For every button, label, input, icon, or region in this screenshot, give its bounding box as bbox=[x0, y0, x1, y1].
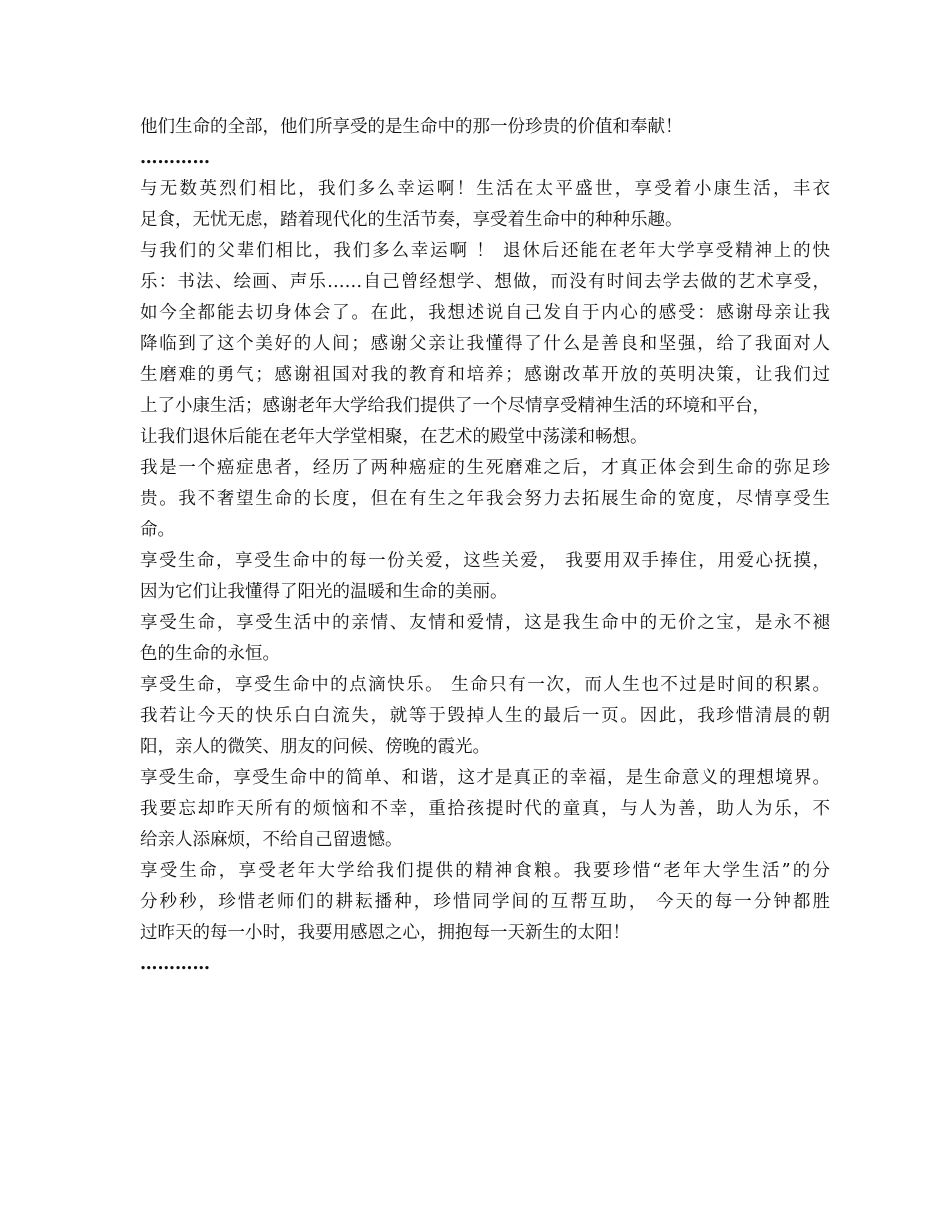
text-line-7: 如今全都能去切身体会了。在此，我想述说自己发自于内心的感受：感谢母亲让我 bbox=[140, 303, 830, 323]
document-body bbox=[140, 112, 830, 980]
text-line-5: 与我们的父辈们相比，我们多么幸运啊 ！ 退休后还能在老年大学享受精神上的快 bbox=[140, 241, 830, 261]
text-line-13: 贵。我不奢望生命的长度，但在有生之年我会努力去拓展生命的宽度，尽情享受生 bbox=[140, 489, 830, 509]
text-line-17: 享受生命，享受生活中的亲情、友情和爱情，这是我生命中的无价之宝，是永不褪 bbox=[140, 613, 830, 633]
text-line-21: 阳，亲人的微笑、朋友的问候、傍晚的霞光。 bbox=[140, 737, 490, 757]
text-line-9: 生磨难的勇气；感谢祖国对我的教育和培养；感谢改革开放的英明决策，让我们过 bbox=[140, 365, 830, 385]
text-line-11: 让我们退休后能在老年大学堂相聚，在艺术的殿堂中荡漾和畅想。 bbox=[140, 427, 648, 447]
text-line-23: 我要忘却昨天所有的烦恼和不幸，重拾孩提时代的童真，与人为善，助人为乐，不 bbox=[140, 799, 830, 819]
text-line-24: 给亲人添麻烦，不给自己留遗憾。 bbox=[140, 830, 403, 850]
text-line-14: 命。 bbox=[140, 520, 175, 540]
text-line-15: 享受生命，享受生命中的每一份关爱，这些关爱， 我要用双手捧住，用爱心抚摸， bbox=[140, 551, 830, 571]
ellipsis-separator-top: ………… bbox=[140, 148, 210, 168]
text-line-12: 我是一个癌症患者，经历了两种癌症的生死磨难之后，才真正体会到生命的弥足珍 bbox=[140, 458, 830, 478]
ellipsis-separator-bottom: ………… bbox=[140, 954, 210, 974]
text-line-3: 与无数英烈们相比，我们多么幸运啊！生活在太平盛世，享受着小康生活，丰衣 bbox=[140, 179, 830, 199]
text-line-8: 降临到了这个美好的人间；感谢父亲让我懂得了什么是善良和坚强，给了我面对人 bbox=[140, 334, 830, 354]
text-line-22: 享受生命，享受生命中的简单、和谐，这才是真正的幸福，是生命意义的理想境界。 bbox=[140, 768, 830, 788]
text-line-19: 享受生命，享受生命中的点滴快乐。 生命只有一次，而人生也不过是时间的积累。 bbox=[140, 675, 830, 695]
text-line-6: 乐：书法、绘画、声乐……自己曾经想学、想做，而没有时间去学去做的艺术享受， bbox=[140, 272, 830, 292]
text-line-25: 享受生命，享受老年大学给我们提供的精神食粮。我要珍惜“老年大学生活”的分 bbox=[140, 861, 830, 881]
text-line-26: 分秒秒，珍惜老师们的耕耘播种，珍惜同学间的互帮互助， 今天的每一分钟都胜 bbox=[140, 892, 830, 912]
text-line-10: 上了小康生活；感谢老年大学给我们提供了一个尽情享受精神生活的环境和平台， bbox=[140, 396, 770, 416]
text-line-18: 色的生命的永恒。 bbox=[140, 644, 280, 664]
text-line-1: 他们生命的全部，他们所享受的是生命中的那一份珍贵的价值和奉献！ bbox=[140, 117, 683, 137]
text-line-27: 过昨天的每一小时，我要用感恩之心，拥抱每一天新生的太阳！ bbox=[140, 923, 630, 943]
text-line-16: 因为它们让我懂得了阳光的温暖和生命的美丽。 bbox=[140, 582, 508, 602]
text-line-4: 足食，无忧无虑，踏着现代化的生活节奏，享受着生命中的种种乐趣。 bbox=[140, 210, 683, 230]
text-line-20: 我若让今天的快乐白白流失，就等于毁掉人生的最后一页。因此，我珍惜清晨的朝 bbox=[140, 706, 830, 726]
